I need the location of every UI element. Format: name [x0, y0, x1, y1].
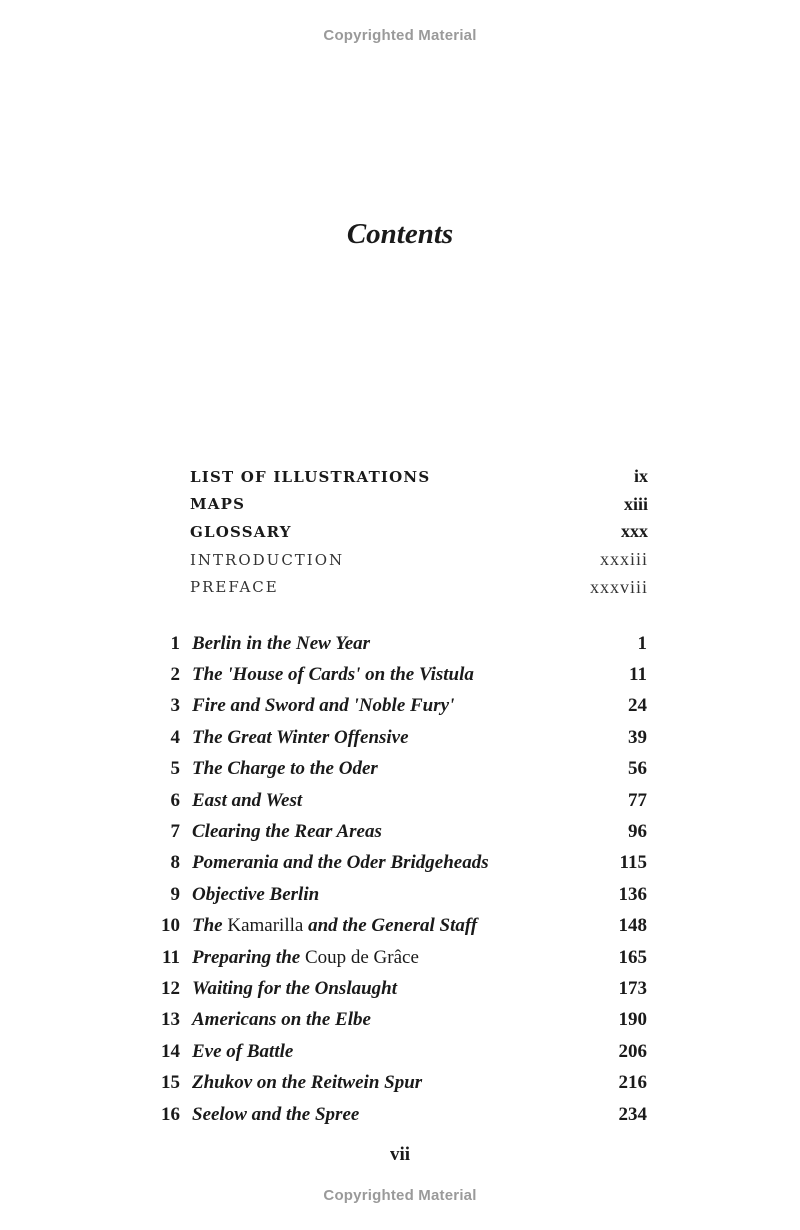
chapter-title-roman: Kamarilla — [227, 915, 304, 937]
toc-entry-page: xxxiii — [599, 549, 648, 570]
chapter-title — [192, 915, 477, 937]
chapter-title: Fire and Sword and 'Noble Fury' — [192, 695, 455, 717]
front-matter-list — [190, 463, 650, 601]
chapter-number: 14 — [161, 1040, 180, 1062]
chapter-page: 24 — [628, 695, 647, 717]
chapter-title: Waiting for the Onslaught — [192, 977, 398, 999]
chapter-number: 1 — [170, 632, 180, 654]
chapter-title-part: The — [192, 915, 228, 937]
toc-entry-glossary[interactable] — [190, 518, 650, 546]
page-number: vii — [389, 1144, 411, 1165]
toc-chapter-7[interactable] — [150, 816, 650, 847]
chapter-page: 115 — [619, 852, 647, 874]
toc-chapter-8[interactable] — [150, 848, 650, 879]
toc-chapter-16[interactable] — [150, 1099, 650, 1130]
toc-entry-page: xxx — [621, 521, 648, 542]
toc-chapter-9[interactable] — [150, 879, 650, 910]
toc-chapter-10[interactable] — [150, 911, 650, 942]
chapter-list — [150, 628, 650, 1130]
toc-entry-label: INTRODUCTION — [190, 550, 345, 569]
chapter-number: 6 — [170, 789, 180, 811]
chapter-number: 13 — [161, 1009, 180, 1031]
toc-chapter-11[interactable] — [150, 942, 650, 973]
chapter-title: Clearing the Rear Areas — [192, 821, 382, 843]
toc-chapter-4[interactable] — [150, 722, 650, 753]
toc-chapter-13[interactable] — [150, 1005, 650, 1036]
chapter-title: Pomerania and the Oder Bridgeheads — [192, 852, 489, 874]
chapter-number: 16 — [161, 1103, 180, 1125]
chapter-number: 3 — [170, 695, 180, 717]
chapter-title-part: Preparing the — [192, 946, 305, 968]
chapter-page: 216 — [618, 1072, 647, 1094]
chapter-number: 12 — [161, 977, 180, 999]
toc-chapter-15[interactable] — [150, 1067, 650, 1098]
chapter-page: 165 — [618, 946, 647, 968]
chapter-title-part: and the General Staff — [303, 915, 478, 937]
toc-chapter-14[interactable] — [150, 1036, 650, 1067]
chapter-title: Objective Berlin — [192, 883, 320, 905]
chapter-title: The 'House of Cards' on the Vistula — [192, 664, 474, 686]
chapter-title: Eve of Battle — [192, 1040, 294, 1062]
chapter-page: 1 — [637, 632, 647, 654]
chapter-page: 148 — [618, 915, 647, 937]
toc-chapter-6[interactable] — [150, 785, 650, 816]
toc-entry-label: GLOSSARY — [190, 522, 292, 541]
toc-chapter-12[interactable] — [150, 973, 650, 1004]
toc-entry-preface[interactable] — [190, 573, 650, 601]
chapter-title: East and West — [192, 789, 303, 811]
page-title: Contents — [346, 218, 454, 250]
toc-chapter-3[interactable] — [150, 691, 650, 722]
chapter-number: 9 — [170, 883, 180, 905]
chapter-number: 15 — [161, 1072, 180, 1094]
chapter-title: The Charge to the Oder — [192, 758, 378, 780]
chapter-title: Seelow and the Spree — [192, 1103, 360, 1125]
chapter-title-roman: Coup de Grâce — [304, 946, 419, 968]
toc-entry-label: LIST OF ILLUSTRATIONS — [190, 467, 431, 486]
toc-entry-page: ix — [633, 466, 648, 487]
chapter-number: 11 — [162, 946, 180, 968]
toc-entry-label: MAPS — [190, 495, 246, 514]
chapter-page: 190 — [618, 1009, 647, 1031]
chapter-title: Zhukov on the Reitwein Spur — [192, 1072, 423, 1094]
toc-entry-page: xiii — [623, 493, 648, 514]
toc-entry-page: xxxviii — [589, 576, 648, 597]
toc-entry-maps[interactable] — [190, 491, 650, 519]
chapter-title — [192, 947, 419, 969]
chapter-page: 96 — [628, 821, 647, 843]
chapter-title: Americans on the Elbe — [192, 1009, 371, 1031]
chapter-number: 2 — [170, 664, 180, 686]
chapter-page: 56 — [628, 758, 647, 780]
chapter-title: Berlin in the New Year — [192, 632, 371, 654]
chapter-number: 8 — [170, 852, 180, 874]
chapter-page: 173 — [618, 977, 647, 999]
toc-entry-label: PREFACE — [190, 578, 279, 597]
toc-chapter-2[interactable] — [150, 659, 650, 690]
chapter-page: 11 — [629, 664, 647, 686]
chapter-page: 39 — [628, 726, 647, 748]
chapter-number: 5 — [170, 758, 180, 780]
chapter-title: The Great Winter Offensive — [192, 726, 409, 748]
toc-entry-list-of-illustrations[interactable] — [190, 463, 650, 491]
chapter-number: 7 — [170, 821, 180, 843]
toc-entry-introduction[interactable] — [190, 546, 650, 574]
toc-chapter-5[interactable] — [150, 754, 650, 785]
toc-chapter-1[interactable] — [150, 628, 650, 659]
copyright-watermark-bottom: Copyrighted Material — [323, 1187, 477, 1204]
chapter-page: 234 — [618, 1103, 647, 1125]
chapter-page: 206 — [618, 1040, 647, 1062]
chapter-page: 77 — [628, 789, 647, 811]
copyright-watermark-top: Copyrighted Material — [323, 27, 477, 44]
chapter-number: 4 — [170, 726, 180, 748]
chapter-number: 10 — [161, 915, 180, 937]
chapter-page: 136 — [618, 883, 647, 905]
